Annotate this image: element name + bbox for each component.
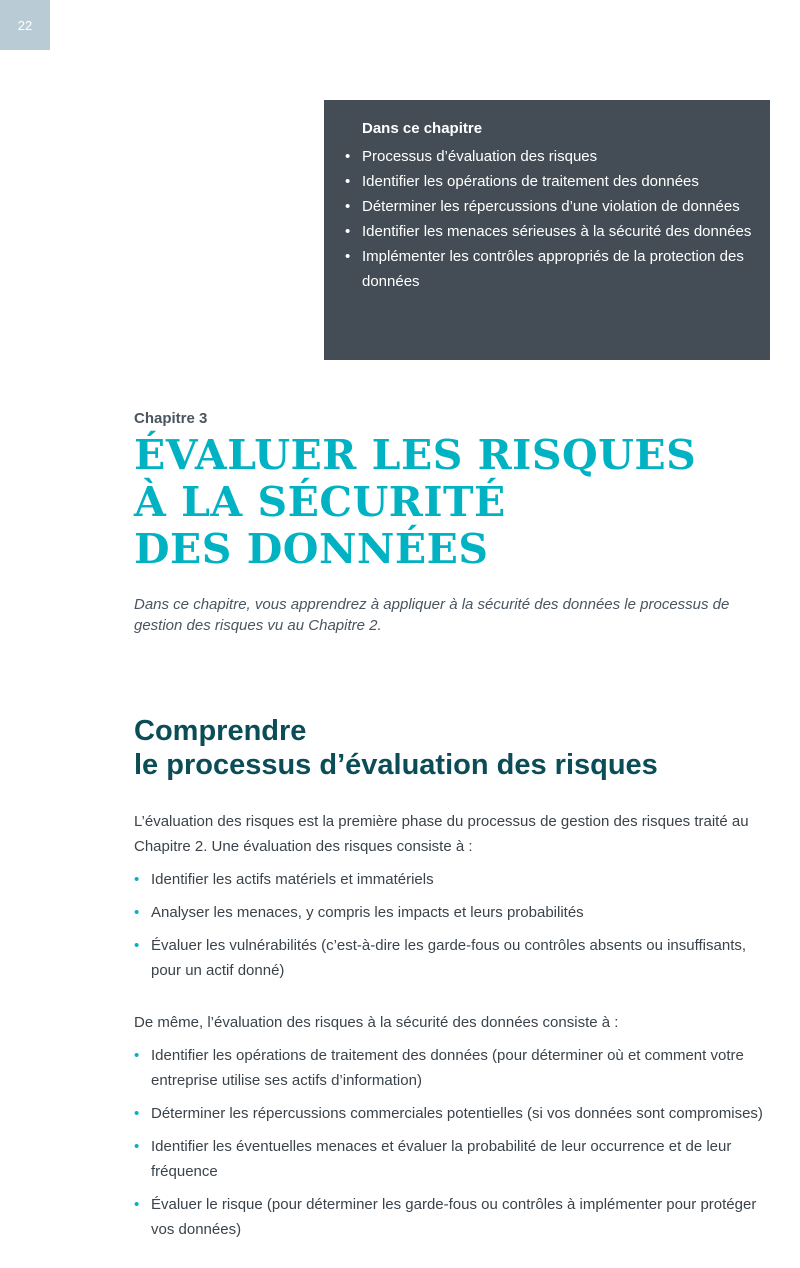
list-item-text: Identifier les opérations de traitement des données (pour déterminer où et comment votre entreprise utilise ses actifs d’information) [151, 1047, 744, 1089]
chapter-summary-heading: Dans ce chapitre [362, 120, 483, 137]
bullet-icon: • [134, 871, 140, 888]
bullet-icon: • [134, 904, 140, 921]
bullet-icon: • [345, 248, 351, 265]
list-item [134, 1192, 774, 1242]
chapter-summary-item-text: Implémenter les contrôles appropriés de la protection des données [362, 248, 744, 290]
bullet-list [134, 867, 774, 983]
bullet-icon: • [134, 1105, 140, 1122]
bullet-list [134, 1043, 774, 1242]
list-item-text: Identifier les éventuelles menaces et évaluer la probabilité de leur occurrence et de leur fréquence [151, 1138, 732, 1180]
chapter-summary-item [345, 144, 754, 169]
chapter-summary-item [345, 169, 754, 194]
list-item-text: Évaluer les vulnérabilités (c’est-à-dire les garde-fous ou contrôles absents ou insuffisants, pour un actif donné) [151, 937, 747, 979]
list-item [134, 1134, 774, 1184]
list-item [134, 1043, 774, 1093]
bullet-icon: • [345, 223, 351, 240]
bullet-icon: • [134, 1047, 140, 1064]
chapter-summary-list [345, 144, 754, 294]
list-item-text: Analyser les menaces, y compris les impacts et leurs probabilités [151, 904, 584, 921]
chapter-summary-item-text: Identifier les opérations de traitement des données [362, 173, 699, 190]
chapter-summary-item [345, 194, 754, 219]
list-item-text: Identifier les actifs matériels et immatériels [151, 871, 434, 888]
list-item [134, 900, 774, 925]
list-item [134, 867, 774, 892]
chapter-label: Chapitre 3 [134, 410, 208, 427]
list-item-text: Déterminer les répercussions commerciales potentielles (si vos données sont compromises) [151, 1105, 763, 1122]
chapter-intro: Dans ce chapitre, vous apprendrez à appliquer à la sécurité des données le processus de gestion des risques vu au Chapitre 2. [134, 596, 730, 634]
body-paragraph: L’évaluation des risques est la première phase du processus de gestion des risques traité au Chapitre 2. Une évaluation des risques consiste à : [134, 813, 749, 855]
chapter-title-line: ÉVALUER LES RISQUES [134, 431, 697, 479]
list-item-text: Évaluer le risque (pour déterminer les garde-fous ou contrôles à implémenter pour protéger vos données) [151, 1196, 757, 1238]
chapter-title-line: À LA SÉCURITÉ [134, 478, 506, 526]
chapter-summary-item [345, 244, 754, 294]
chapter-summary-item-text: Déterminer les répercussions d’une violation de données [362, 198, 740, 215]
list-item [134, 933, 774, 983]
chapter-title-line: DES DONNÉES [134, 525, 489, 573]
section-heading-line: Comprendre [134, 715, 307, 747]
chapter-title [134, 432, 696, 573]
page-number: 22 [0, 0, 50, 50]
list-item [134, 1101, 774, 1126]
chapter-summary-box [324, 100, 770, 360]
section-heading [134, 714, 658, 782]
bullet-icon: • [134, 937, 140, 954]
section-heading-line: le processus d’évaluation des risques [134, 749, 658, 781]
bullet-icon: • [134, 1196, 140, 1213]
bullet-icon: • [345, 198, 351, 215]
body-paragraph: De même, l’évaluation des risques à la sécurité des données consiste à : [134, 1014, 619, 1031]
bullet-icon: • [134, 1138, 140, 1155]
chapter-summary-item [345, 219, 754, 244]
chapter-summary-item-text: Processus d’évaluation des risques [362, 148, 598, 165]
bullet-icon: • [345, 148, 351, 165]
chapter-summary-item-text: Identifier les menaces sérieuses à la sécurité des données [362, 223, 752, 240]
bullet-icon: • [345, 173, 351, 190]
